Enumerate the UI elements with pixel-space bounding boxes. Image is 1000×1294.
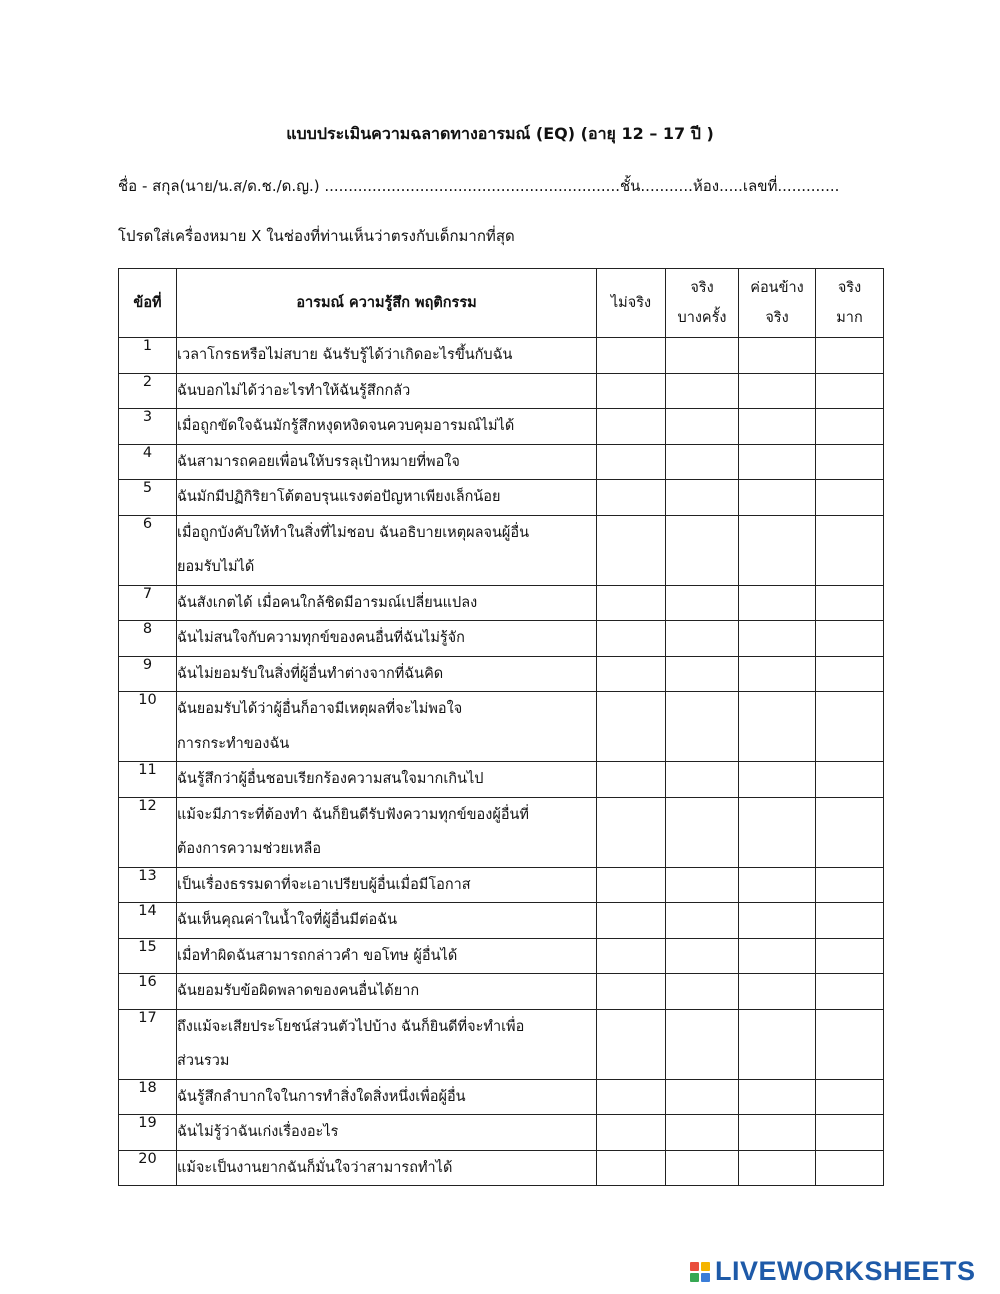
row-number: 18 bbox=[119, 1079, 177, 1115]
answer-box-not-true[interactable] bbox=[597, 1079, 666, 1115]
liveworksheets-logo bbox=[690, 1256, 976, 1287]
answer-box-fairly-true[interactable] bbox=[739, 621, 816, 657]
logo-block-green bbox=[690, 1273, 699, 1282]
answer-box-sometimes-true[interactable] bbox=[666, 938, 739, 974]
table-row bbox=[119, 515, 884, 585]
answer-box-very-true[interactable] bbox=[816, 1150, 884, 1186]
row-statement bbox=[177, 480, 597, 516]
table-row bbox=[119, 974, 884, 1010]
table-row bbox=[119, 1009, 884, 1079]
logo-block-red bbox=[690, 1262, 699, 1271]
header-very-true bbox=[816, 269, 884, 338]
table-row bbox=[119, 656, 884, 692]
header-fairly-true-line2: จริง bbox=[765, 310, 789, 326]
answer-box-very-true[interactable] bbox=[816, 938, 884, 974]
table-row bbox=[119, 480, 884, 516]
row-number: 5 bbox=[119, 480, 177, 516]
row-statement bbox=[177, 974, 597, 1010]
answer-box-sometimes-true[interactable] bbox=[666, 797, 739, 867]
answer-box-sometimes-true[interactable] bbox=[666, 903, 739, 939]
answer-box-very-true[interactable] bbox=[816, 692, 884, 762]
answer-box-not-true[interactable] bbox=[597, 656, 666, 692]
answer-box-not-true[interactable] bbox=[597, 974, 666, 1010]
page-title: แบบประเมินความฉลาดทางอารมณ์ (EQ) (อายุ 12 – 17 ปี ) bbox=[286, 124, 714, 143]
answer-box-fairly-true[interactable] bbox=[739, 373, 816, 409]
statement-line-continued: ยอมรับไม่ได้ bbox=[177, 559, 255, 575]
brand-name: LIVEWORKSHEETS bbox=[715, 1256, 976, 1286]
answer-box-fairly-true[interactable] bbox=[739, 867, 816, 903]
eq-assessment-table bbox=[118, 268, 884, 1186]
statement-line: ถึงแม้จะเสียประโยชน์ส่วนตัวไปบ้าง ฉันก็ยินดีที่จะทำเพื่อ bbox=[177, 1018, 525, 1035]
row-statement bbox=[177, 762, 597, 798]
row-statement bbox=[177, 797, 597, 867]
table-row bbox=[119, 1150, 884, 1186]
answer-box-very-true[interactable] bbox=[816, 585, 884, 621]
row-statement bbox=[177, 585, 597, 621]
answer-box-very-true[interactable] bbox=[816, 444, 884, 480]
table-row bbox=[119, 338, 884, 374]
logo-block-yellow bbox=[701, 1262, 710, 1271]
header-sometimes-true-line2: บางครั้ง bbox=[677, 310, 727, 326]
answer-box-fairly-true[interactable] bbox=[739, 692, 816, 762]
statement-line: ฉันสามารถคอยเพื่อนให้บรรลุเป้าหมายที่พอใจ bbox=[177, 453, 460, 470]
row-statement bbox=[177, 867, 597, 903]
row-statement bbox=[177, 1115, 597, 1151]
answer-box-sometimes-true[interactable] bbox=[666, 974, 739, 1010]
answer-box-not-true[interactable] bbox=[597, 903, 666, 939]
answer-box-not-true[interactable] bbox=[597, 480, 666, 516]
logo-block-blue bbox=[701, 1273, 710, 1282]
row-number: 13 bbox=[119, 867, 177, 903]
answer-box-not-true[interactable] bbox=[597, 1009, 666, 1079]
statement-line: ฉันมักมีปฏิกิริยาโต้ตอบรุนแรงต่อปัญหาเพียงเล็กน้อย bbox=[177, 489, 501, 505]
answer-box-very-true[interactable] bbox=[816, 762, 884, 798]
liveworksheets-logo-icon bbox=[690, 1262, 710, 1282]
answer-box-fairly-true[interactable] bbox=[739, 585, 816, 621]
answer-box-sometimes-true[interactable] bbox=[666, 1150, 739, 1186]
answer-box-very-true[interactable] bbox=[816, 338, 884, 374]
row-number: 9 bbox=[119, 656, 177, 692]
answer-box-not-true[interactable] bbox=[597, 1150, 666, 1186]
answer-box-not-true[interactable] bbox=[597, 867, 666, 903]
answer-box-sometimes-true[interactable] bbox=[666, 867, 739, 903]
statement-line: แม้จะมีภาระที่ต้องทำ ฉันก็ยินดีรับฟังความทุกข์ของผู้อื่นที่ bbox=[177, 806, 529, 823]
row-number: 4 bbox=[119, 444, 177, 480]
answer-box-not-true[interactable] bbox=[597, 338, 666, 374]
table-row bbox=[119, 938, 884, 974]
answer-box-very-true[interactable] bbox=[816, 480, 884, 516]
table-row bbox=[119, 1079, 884, 1115]
row-statement bbox=[177, 515, 597, 585]
row-number: 2 bbox=[119, 373, 177, 409]
answer-box-sometimes-true[interactable] bbox=[666, 409, 739, 445]
answer-box-fairly-true[interactable] bbox=[739, 515, 816, 585]
answer-box-not-true[interactable] bbox=[597, 409, 666, 445]
answer-box-sometimes-true[interactable] bbox=[666, 338, 739, 374]
answer-box-sometimes-true[interactable] bbox=[666, 692, 739, 762]
header-sometimes-true-line1: จริง bbox=[690, 280, 714, 296]
row-statement bbox=[177, 444, 597, 480]
answer-box-fairly-true[interactable] bbox=[739, 1079, 816, 1115]
statement-line: แม้จะเป็นงานยากฉันก็มั่นใจว่าสามารถทำได้ bbox=[177, 1159, 453, 1176]
statement-line-continued: ส่วนรวม bbox=[177, 1053, 230, 1069]
row-number: 15 bbox=[119, 938, 177, 974]
statement-line-continued: การกระทำของฉัน bbox=[177, 735, 290, 752]
answer-box-sometimes-true[interactable] bbox=[666, 621, 739, 657]
row-statement bbox=[177, 1079, 597, 1115]
table-row bbox=[119, 1115, 884, 1151]
row-number: 14 bbox=[119, 903, 177, 939]
header-fairly-true bbox=[739, 269, 816, 338]
answer-box-sometimes-true[interactable] bbox=[666, 1009, 739, 1079]
answer-box-fairly-true[interactable] bbox=[739, 480, 816, 516]
statement-line-continued: ต้องการความช่วยเหลือ bbox=[177, 841, 322, 857]
answer-box-sometimes-true[interactable] bbox=[666, 373, 739, 409]
answer-box-sometimes-true[interactable] bbox=[666, 480, 739, 516]
row-statement bbox=[177, 692, 597, 762]
answer-box-fairly-true[interactable] bbox=[739, 974, 816, 1010]
answer-box-fairly-true[interactable] bbox=[739, 338, 816, 374]
answer-box-fairly-true[interactable] bbox=[739, 409, 816, 445]
header-fairly-true-line1: ค่อนข้าง bbox=[750, 280, 804, 296]
row-statement bbox=[177, 409, 597, 445]
table-row bbox=[119, 867, 884, 903]
answer-box-very-true[interactable] bbox=[816, 1115, 884, 1151]
instruction-text: โปรดใส่เครื่องหมาย X ในช่องที่ท่านเห็นว่าตรงกับเด็กมากที่สุด bbox=[118, 227, 515, 245]
answer-box-very-true[interactable] bbox=[816, 621, 884, 657]
answer-box-sometimes-true[interactable] bbox=[666, 585, 739, 621]
statement-line: ฉันสังเกตได้ เมื่อคนใกล้ชิดมีอารมณ์เปลี่ยนแปลง bbox=[177, 594, 478, 611]
row-number: 16 bbox=[119, 974, 177, 1010]
header-not-true-label: ไม่จริง bbox=[610, 295, 652, 311]
row-statement bbox=[177, 373, 597, 409]
row-number: 6 bbox=[119, 515, 177, 585]
answer-box-not-true[interactable] bbox=[597, 762, 666, 798]
answer-box-sometimes-true[interactable] bbox=[666, 1079, 739, 1115]
answer-box-very-true[interactable] bbox=[816, 515, 884, 585]
statement-line: เมื่อถูกขัดใจฉันมักรู้สึกหงุดหงิดจนควบคุมอารมณ์ไม่ได้ bbox=[177, 418, 515, 434]
statement-line: เป็นเรื่องธรรมดาที่จะเอาเปรียบผู้อื่นเมื่อมีโอกาส bbox=[177, 876, 471, 893]
header-number: ข้อที่ bbox=[119, 269, 177, 338]
table-row bbox=[119, 409, 884, 445]
answer-box-not-true[interactable] bbox=[597, 692, 666, 762]
row-number: 10 bbox=[119, 692, 177, 762]
row-number: 8 bbox=[119, 621, 177, 657]
statement-line: ฉันยอมรับข้อผิดพลาดของคนอื่นได้ยาก bbox=[177, 983, 420, 999]
answer-box-sometimes-true[interactable] bbox=[666, 444, 739, 480]
row-number: 7 bbox=[119, 585, 177, 621]
row-number: 17 bbox=[119, 1009, 177, 1079]
statement-line: ฉันยอมรับได้ว่าผู้อื่นก็อาจมีเหตุผลที่จะไม่พอใจ bbox=[177, 701, 463, 717]
statement-line: เมื่อถูกบังคับให้ทำในสิ่งที่ไม่ชอบ ฉันอธิบายเหตุผลจนผู้อื่น bbox=[177, 524, 530, 541]
answer-box-not-true[interactable] bbox=[597, 515, 666, 585]
table-row bbox=[119, 762, 884, 798]
answer-box-not-true[interactable] bbox=[597, 797, 666, 867]
statement-line: ฉันเห็นคุณค่าในน้ำใจที่ผู้อื่นมีต่อฉัน bbox=[177, 912, 397, 928]
answer-box-fairly-true[interactable] bbox=[739, 938, 816, 974]
table-row bbox=[119, 621, 884, 657]
name-class-line: ชื่อ - สกุล(นาย/น.ส/ด.ช./ด.ญ.) ..............................................................ชั้น...........ห้อง.....เลขที่............. bbox=[118, 177, 840, 195]
answer-box-very-true[interactable] bbox=[816, 903, 884, 939]
answer-box-very-true[interactable] bbox=[816, 797, 884, 867]
answer-box-very-true[interactable] bbox=[816, 656, 884, 692]
answer-box-fairly-true[interactable] bbox=[739, 1150, 816, 1186]
answer-box-very-true[interactable] bbox=[816, 974, 884, 1010]
answer-box-not-true[interactable] bbox=[597, 938, 666, 974]
answer-box-not-true[interactable] bbox=[597, 373, 666, 409]
statement-line: เวลาโกรธหรือไม่สบาย ฉันรับรู้ได้ว่าเกิดอะไรขึ้นกับฉัน bbox=[177, 347, 513, 363]
answer-box-not-true[interactable] bbox=[597, 444, 666, 480]
row-number: 1 bbox=[119, 338, 177, 374]
answer-box-fairly-true[interactable] bbox=[739, 656, 816, 692]
statement-line: ฉันรู้สึกว่าผู้อื่นชอบเรียกร้องความสนใจมากเกินไป bbox=[177, 771, 484, 787]
answer-box-very-true[interactable] bbox=[816, 373, 884, 409]
statement-line: ฉันไม่สนใจกับความทุกข์ของคนอื่นที่ฉันไม่รู้จัก bbox=[177, 630, 465, 646]
header-not-true bbox=[597, 269, 666, 338]
row-statement bbox=[177, 338, 597, 374]
header-statement: อารมณ์ ความรู้สึก พฤติกรรม bbox=[177, 269, 597, 338]
answer-box-fairly-true[interactable] bbox=[739, 1115, 816, 1151]
table-row bbox=[119, 903, 884, 939]
answer-box-sometimes-true[interactable] bbox=[666, 762, 739, 798]
table-header-row bbox=[119, 269, 884, 338]
answer-box-very-true[interactable] bbox=[816, 1009, 884, 1079]
statement-line: เมื่อทำผิดฉันสามารถกล่าวคำ ขอโทษ ผู้อื่นได้ bbox=[177, 947, 458, 964]
answer-box-very-true[interactable] bbox=[816, 867, 884, 903]
answer-box-not-true[interactable] bbox=[597, 621, 666, 657]
table-row bbox=[119, 692, 884, 762]
row-statement bbox=[177, 621, 597, 657]
statement-line: ฉันไม่รู้ว่าฉันเก่งเรื่องอะไร bbox=[177, 1124, 339, 1140]
answer-box-not-true[interactable] bbox=[597, 1115, 666, 1151]
answer-box-sometimes-true[interactable] bbox=[666, 656, 739, 692]
header-very-true-line1: จริง bbox=[837, 280, 862, 296]
row-statement bbox=[177, 938, 597, 974]
answer-box-fairly-true[interactable] bbox=[739, 797, 816, 867]
table-row bbox=[119, 797, 884, 867]
table-row bbox=[119, 444, 884, 480]
row-number: 12 bbox=[119, 797, 177, 867]
row-number: 3 bbox=[119, 409, 177, 445]
answer-box-fairly-true[interactable] bbox=[739, 903, 816, 939]
row-statement bbox=[177, 656, 597, 692]
answer-box-very-true[interactable] bbox=[816, 409, 884, 445]
row-statement bbox=[177, 1150, 597, 1186]
statement-line: ฉันบอกไม่ได้ว่าอะไรทำให้ฉันรู้สึกกลัว bbox=[177, 382, 411, 399]
answer-box-fairly-true[interactable] bbox=[739, 762, 816, 798]
row-statement bbox=[177, 1009, 597, 1079]
answer-box-fairly-true[interactable] bbox=[739, 444, 816, 480]
row-number: 20 bbox=[119, 1150, 177, 1186]
answer-box-fairly-true[interactable] bbox=[739, 1009, 816, 1079]
header-sometimes-true bbox=[666, 269, 739, 338]
table-row bbox=[119, 585, 884, 621]
row-statement bbox=[177, 903, 597, 939]
statement-line: ฉันรู้สึกลำบากใจในการทำสิ่งใดสิ่งหนึ่งเพื่อผู้อื่น bbox=[177, 1088, 466, 1105]
row-number: 11 bbox=[119, 762, 177, 798]
statement-line: ฉันไม่ยอมรับในสิ่งที่ผู้อื่นทำต่างจากที่ฉันคิด bbox=[177, 665, 444, 682]
answer-box-very-true[interactable] bbox=[816, 1079, 884, 1115]
answer-box-not-true[interactable] bbox=[597, 585, 666, 621]
answer-box-sometimes-true[interactable] bbox=[666, 1115, 739, 1151]
table-row bbox=[119, 373, 884, 409]
header-very-true-line2: มาก bbox=[836, 310, 863, 326]
row-number: 19 bbox=[119, 1115, 177, 1151]
answer-box-sometimes-true[interactable] bbox=[666, 515, 739, 585]
